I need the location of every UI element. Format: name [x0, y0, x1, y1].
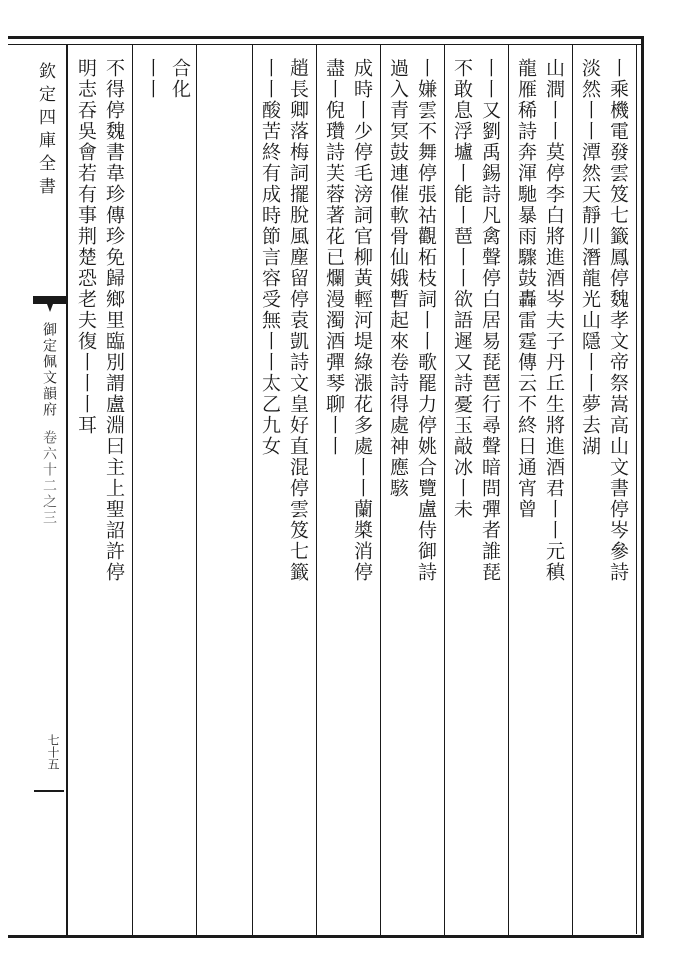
text-column-6: 不敢息浮壚丨能丨琶丨丨欲語遲又詩憂玉敲冰丨未 [451, 58, 473, 520]
text-column-14: 丨丨 [141, 58, 163, 100]
right-border [641, 36, 644, 938]
text-column-13: 合化 [169, 58, 191, 100]
column-rule [252, 44, 253, 935]
text-column-11: 趙長卿落梅詞擺脫風塵留停袁凱詩文皇好直混停雲笈七籤 [287, 58, 309, 583]
text-column-16: 明志吞吳會若有事荆楚恐老夫復丨丨丨耳 [75, 58, 97, 436]
column-rule [380, 44, 381, 935]
fish-tail-mark-icon [33, 294, 67, 314]
margin-strip-border [66, 44, 68, 935]
text-column-15: 不得停魏書韋珍傳珍免歸鄉里臨別謂盧淵曰主上聖詔許停 [103, 58, 125, 583]
text-column-1: 丨乘機電發雲笈七籤鳳停魏孝文帝祭嵩高山文書停岑參詩 [607, 58, 629, 583]
text-column-3: 山澗丨丨莫停李白將進酒岑夫子丹丘生將進酒君丨丨元稹 [543, 58, 565, 583]
bottom-border [8, 935, 644, 938]
page-number-rule [34, 790, 64, 792]
text-column-10: 盡丨倪瓚詩芙蓉著花已爛漫濁酒彈琴聊丨丨 [323, 58, 345, 457]
column-rule [196, 44, 197, 935]
column-rule [572, 44, 573, 935]
column-rule [316, 44, 317, 935]
text-column-5: 丨丨又劉禹錫詩凡禽聲停白居易琵琶行尋聲暗問彈者誰琵 [479, 58, 501, 583]
text-column-12: 丨丨酸苦終有成時節言容受無丨丨太乙九女 [259, 58, 281, 457]
volume-mark: 卷六十二之三 [41, 430, 57, 526]
top-inner-border [8, 44, 644, 45]
text-column-2: 淡然丨丨潭然天靜川潛龍光山隱丨丨夢去湖 [579, 58, 601, 457]
column-rule [444, 44, 445, 935]
top-border [8, 36, 644, 39]
text-column-4: 龍雁稀詩奔渾馳暴雨驟鼓轟雷霆傳云不終日通宵曾 [515, 58, 537, 520]
text-column-9: 成時丨少停毛滂詞官柳黃輕河堤綠漲花多處丨丨蘭槳消停 [351, 58, 373, 583]
right-inner-border [636, 44, 637, 934]
text-column-7: 丨嫌雲不舞停張祜觀柘枝詞丨丨歌罷力停姚合覽盧侍御詩 [415, 58, 437, 583]
header-title: 欽定四庫全書 [35, 62, 55, 200]
page-number: 七十五 [46, 734, 60, 770]
column-rule [132, 44, 133, 935]
column-rule [508, 44, 509, 935]
book-title: 御定佩文韻府 [41, 322, 57, 418]
text-column-8: 過入青冥鼓連催軟骨仙娥暫起來卷詩得處神應駭 [387, 58, 409, 499]
